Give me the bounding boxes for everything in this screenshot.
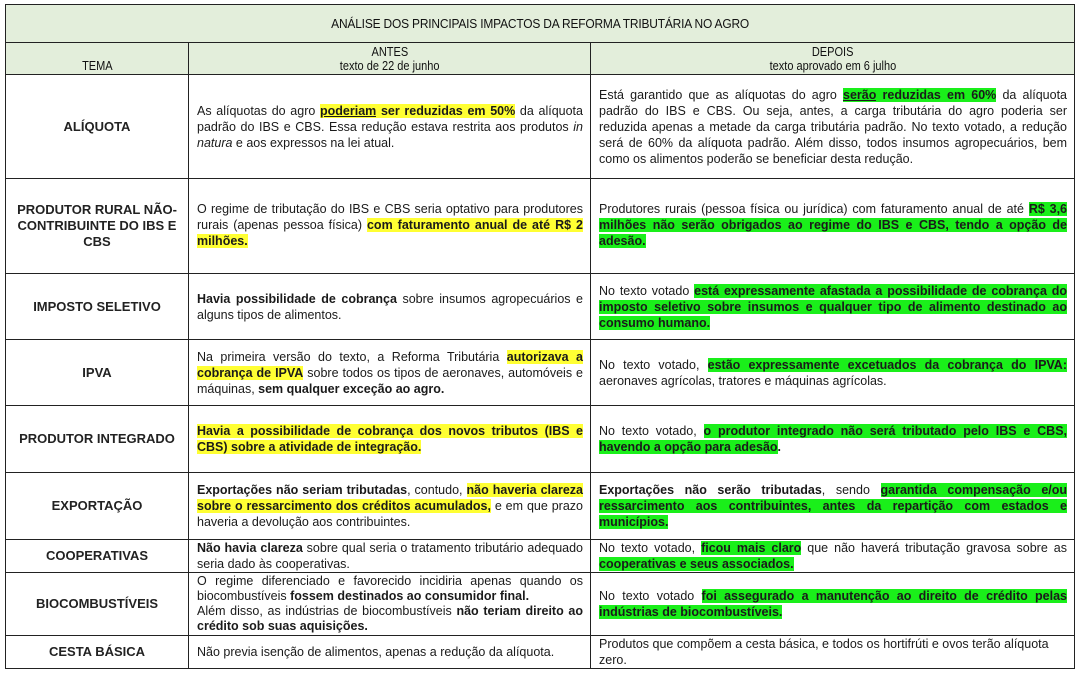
cell-text: e em que prazo haveria a devolução aos contribuintes. bbox=[197, 499, 583, 529]
tema-cell: CESTA BÁSICA bbox=[6, 636, 189, 669]
cell-text: No texto votado bbox=[599, 589, 702, 603]
cell-text: , contudo, bbox=[407, 483, 467, 497]
cell-text: não teriam direito ao crédito sob suas aquisições. bbox=[197, 604, 583, 633]
header-tema-label: TEMA bbox=[81, 59, 113, 73]
cell-text: Exportações não seriam tributadas bbox=[197, 483, 408, 497]
cell-text: sobre qual seria o tratamento tributário adequado seria dado às cooperativas. bbox=[197, 541, 584, 571]
header-depois-label: DEPOIS bbox=[811, 44, 854, 59]
cell-text: Não previa isenção de alimentos, apenas a redução da alíquota. bbox=[197, 645, 555, 659]
cell-text: Além disso, as indústrias de biocombustíveis bbox=[197, 604, 457, 618]
highlighted-text: serão bbox=[843, 87, 877, 102]
antes-cell bbox=[189, 75, 591, 179]
tema-cell: COOPERATIVAS bbox=[6, 540, 189, 573]
cell-text: da alíquota padrão do IBS e CBS. Essa redução estava restrita aos produtos bbox=[197, 103, 583, 134]
cell-text: Está garantido que as alíquotas do agro bbox=[599, 87, 843, 102]
table-row bbox=[6, 340, 1075, 406]
highlighted-text: garantida compensação e/ou ressarcimento aos contribuintes, antes da repartição com estados e municípios. bbox=[599, 483, 1068, 529]
table-row bbox=[6, 636, 1075, 669]
antes-cell bbox=[189, 274, 591, 340]
table-row bbox=[6, 274, 1075, 340]
cell-text: O regime de tributação do IBS e CBS seria optativo para produtores rurais (apenas pessoa física) bbox=[197, 202, 583, 232]
cell-text: e aos expressos na lei atual. bbox=[232, 135, 395, 150]
depois-cell bbox=[591, 473, 1075, 540]
tema-cell: PRODUTOR RURAL NÃO-CONTRIBUINTE DO IBS E CBS bbox=[6, 179, 189, 274]
highlighted-text: está expressamente afastada a possibilidade de cobrança do imposto seletivo sobre insumos e qualquer tipo de alimento destinado ao consumo humano. bbox=[599, 283, 1068, 330]
table-row bbox=[6, 406, 1075, 473]
cell-text: Exportações não serão tributadas bbox=[599, 483, 822, 497]
highlighted-text: com faturamento anual de até R$ 2 milhões. bbox=[197, 218, 583, 248]
header-antes bbox=[189, 43, 591, 75]
depois-cell bbox=[591, 179, 1075, 274]
cell-text: sem qualquer exceção ao agro. bbox=[258, 381, 445, 396]
tema-cell: EXPORTAÇÃO bbox=[6, 473, 189, 540]
tema-cell: IMPOSTO SELETIVO bbox=[6, 274, 189, 340]
antes-cell bbox=[189, 540, 591, 573]
highlighted-text: cooperativas e seus associados. bbox=[599, 557, 794, 571]
table-row bbox=[6, 179, 1075, 274]
highlighted-text: autorizava a cobrança de IPVA bbox=[197, 349, 583, 380]
table-title-text: ANÁLISE DOS PRINCIPAIS IMPACTOS DA REFORMA TRIBUTÁRIA NO AGRO bbox=[331, 16, 749, 31]
highlighted-text: Havia a possibilidade de cobrança dos novos tributos (IBS e CBS) sobre a atividade de integração. bbox=[197, 424, 583, 454]
cell-text: sobre todos os tipos de aeronaves, automóveis e máquinas, bbox=[197, 365, 583, 396]
antes-cell bbox=[189, 406, 591, 473]
antes-cell bbox=[189, 636, 591, 669]
highlighted-text: R$ 3,6 milhões não serão obrigados ao regime do IBS e CBS, tendo a opção de adesão. bbox=[599, 202, 1068, 248]
antes-cell bbox=[189, 340, 591, 406]
cell-text: fossem destinados ao consumidor final. bbox=[290, 589, 530, 603]
depois-cell bbox=[591, 573, 1075, 636]
tema-cell: IPVA bbox=[6, 340, 189, 406]
highlighted-text: o produtor integrado não será tributado pelo IBS e CBS, havendo a opção para adesão bbox=[599, 424, 1068, 454]
cell-text: aeronaves agrícolas, tratores e máquinas agrícolas. bbox=[599, 373, 887, 388]
depois-cell bbox=[591, 274, 1075, 340]
impacts-table bbox=[5, 4, 1075, 669]
table-row bbox=[6, 75, 1075, 179]
antes-cell bbox=[189, 473, 591, 540]
cell-text: No texto votado, bbox=[599, 541, 702, 555]
header-antes-sub: texto de 22 de junho bbox=[339, 58, 440, 73]
highlighted-text: ficou mais claro bbox=[701, 541, 802, 555]
cell-text: sobre insumos agropecuários e alguns tipos de alimentos. bbox=[197, 291, 583, 322]
cell-text: que não haverá tributação gravosa sobre as bbox=[801, 541, 1067, 555]
antes-cell bbox=[189, 573, 591, 636]
highlighted-text: estão expressamente excetuados da cobrança do IPVA: bbox=[707, 357, 1068, 372]
cell-text: Na primeira versão do texto, a Reforma Tributária bbox=[197, 349, 507, 364]
cell-text: in natura bbox=[197, 119, 583, 150]
header-depois-sub: texto aprovado em 6 julho bbox=[769, 58, 896, 73]
header-antes-label: ANTES bbox=[371, 44, 408, 59]
cell-text: Produtores rurais (pessoa física ou jurídica) com faturamento anual de até bbox=[599, 202, 1029, 216]
depois-cell bbox=[591, 540, 1075, 573]
cell-text: Havia possibilidade de cobrança bbox=[197, 291, 397, 306]
depois-cell bbox=[591, 75, 1075, 179]
cell-text: O regime diferenciado e favorecido incidiria apenas quando os biocombustíveis bbox=[197, 574, 583, 603]
header-tema bbox=[6, 43, 189, 75]
cell-text: No texto votado, bbox=[599, 424, 704, 438]
table-title bbox=[6, 5, 1075, 43]
title-row bbox=[6, 5, 1075, 43]
highlighted-text: poderiam bbox=[320, 103, 377, 118]
highlighted-text: ser reduzidas em 50% bbox=[376, 103, 516, 118]
highlighted-text: reduzidas em 60% bbox=[876, 87, 997, 102]
depois-cell bbox=[591, 406, 1075, 473]
header-depois bbox=[591, 43, 1075, 75]
cell-text: Produtos que compõem a cesta básica, e todos os hortifrúti e ovos terão alíquota zero. bbox=[599, 637, 1049, 667]
cell-text: No texto votado, bbox=[599, 357, 708, 372]
cell-text: Não havia clareza bbox=[197, 541, 303, 555]
tema-cell: ALÍQUOTA bbox=[6, 75, 189, 179]
table-row bbox=[6, 540, 1075, 573]
table-row bbox=[6, 473, 1075, 540]
header-row bbox=[6, 43, 1075, 75]
highlighted-text: foi assegurado a manutenção ao direito de crédito pelas indústrias de biocombustíveis. bbox=[599, 589, 1068, 619]
depois-cell bbox=[591, 636, 1075, 669]
tema-cell: BIOCOMBUSTÍVEIS bbox=[6, 573, 189, 636]
table-row bbox=[6, 573, 1075, 636]
tema-cell: PRODUTOR INTEGRADO bbox=[6, 406, 189, 473]
cell-text: da alíquota padrão do IBS e CBS. Ou seja, antes, a carga tributária do agro poderia ser reduzida apenas a metade da carga tributária padrão. No texto votado, a redução será de 60% da alíquota padrão. Além disso, todos insumos agropecuários, bem como os alimentos poderão se beneficiar desta redução. bbox=[599, 87, 1068, 166]
depois-cell bbox=[591, 340, 1075, 406]
cell-text: As alíquotas do agro bbox=[197, 103, 320, 118]
cell-text: . bbox=[777, 440, 782, 454]
highlighted-text: não haveria clareza sobre o ressarcimento dos créditos acumulados, bbox=[197, 483, 583, 513]
antes-cell bbox=[189, 179, 591, 274]
cell-text: No texto votado bbox=[599, 283, 695, 298]
cell-text: , sendo bbox=[821, 483, 881, 497]
